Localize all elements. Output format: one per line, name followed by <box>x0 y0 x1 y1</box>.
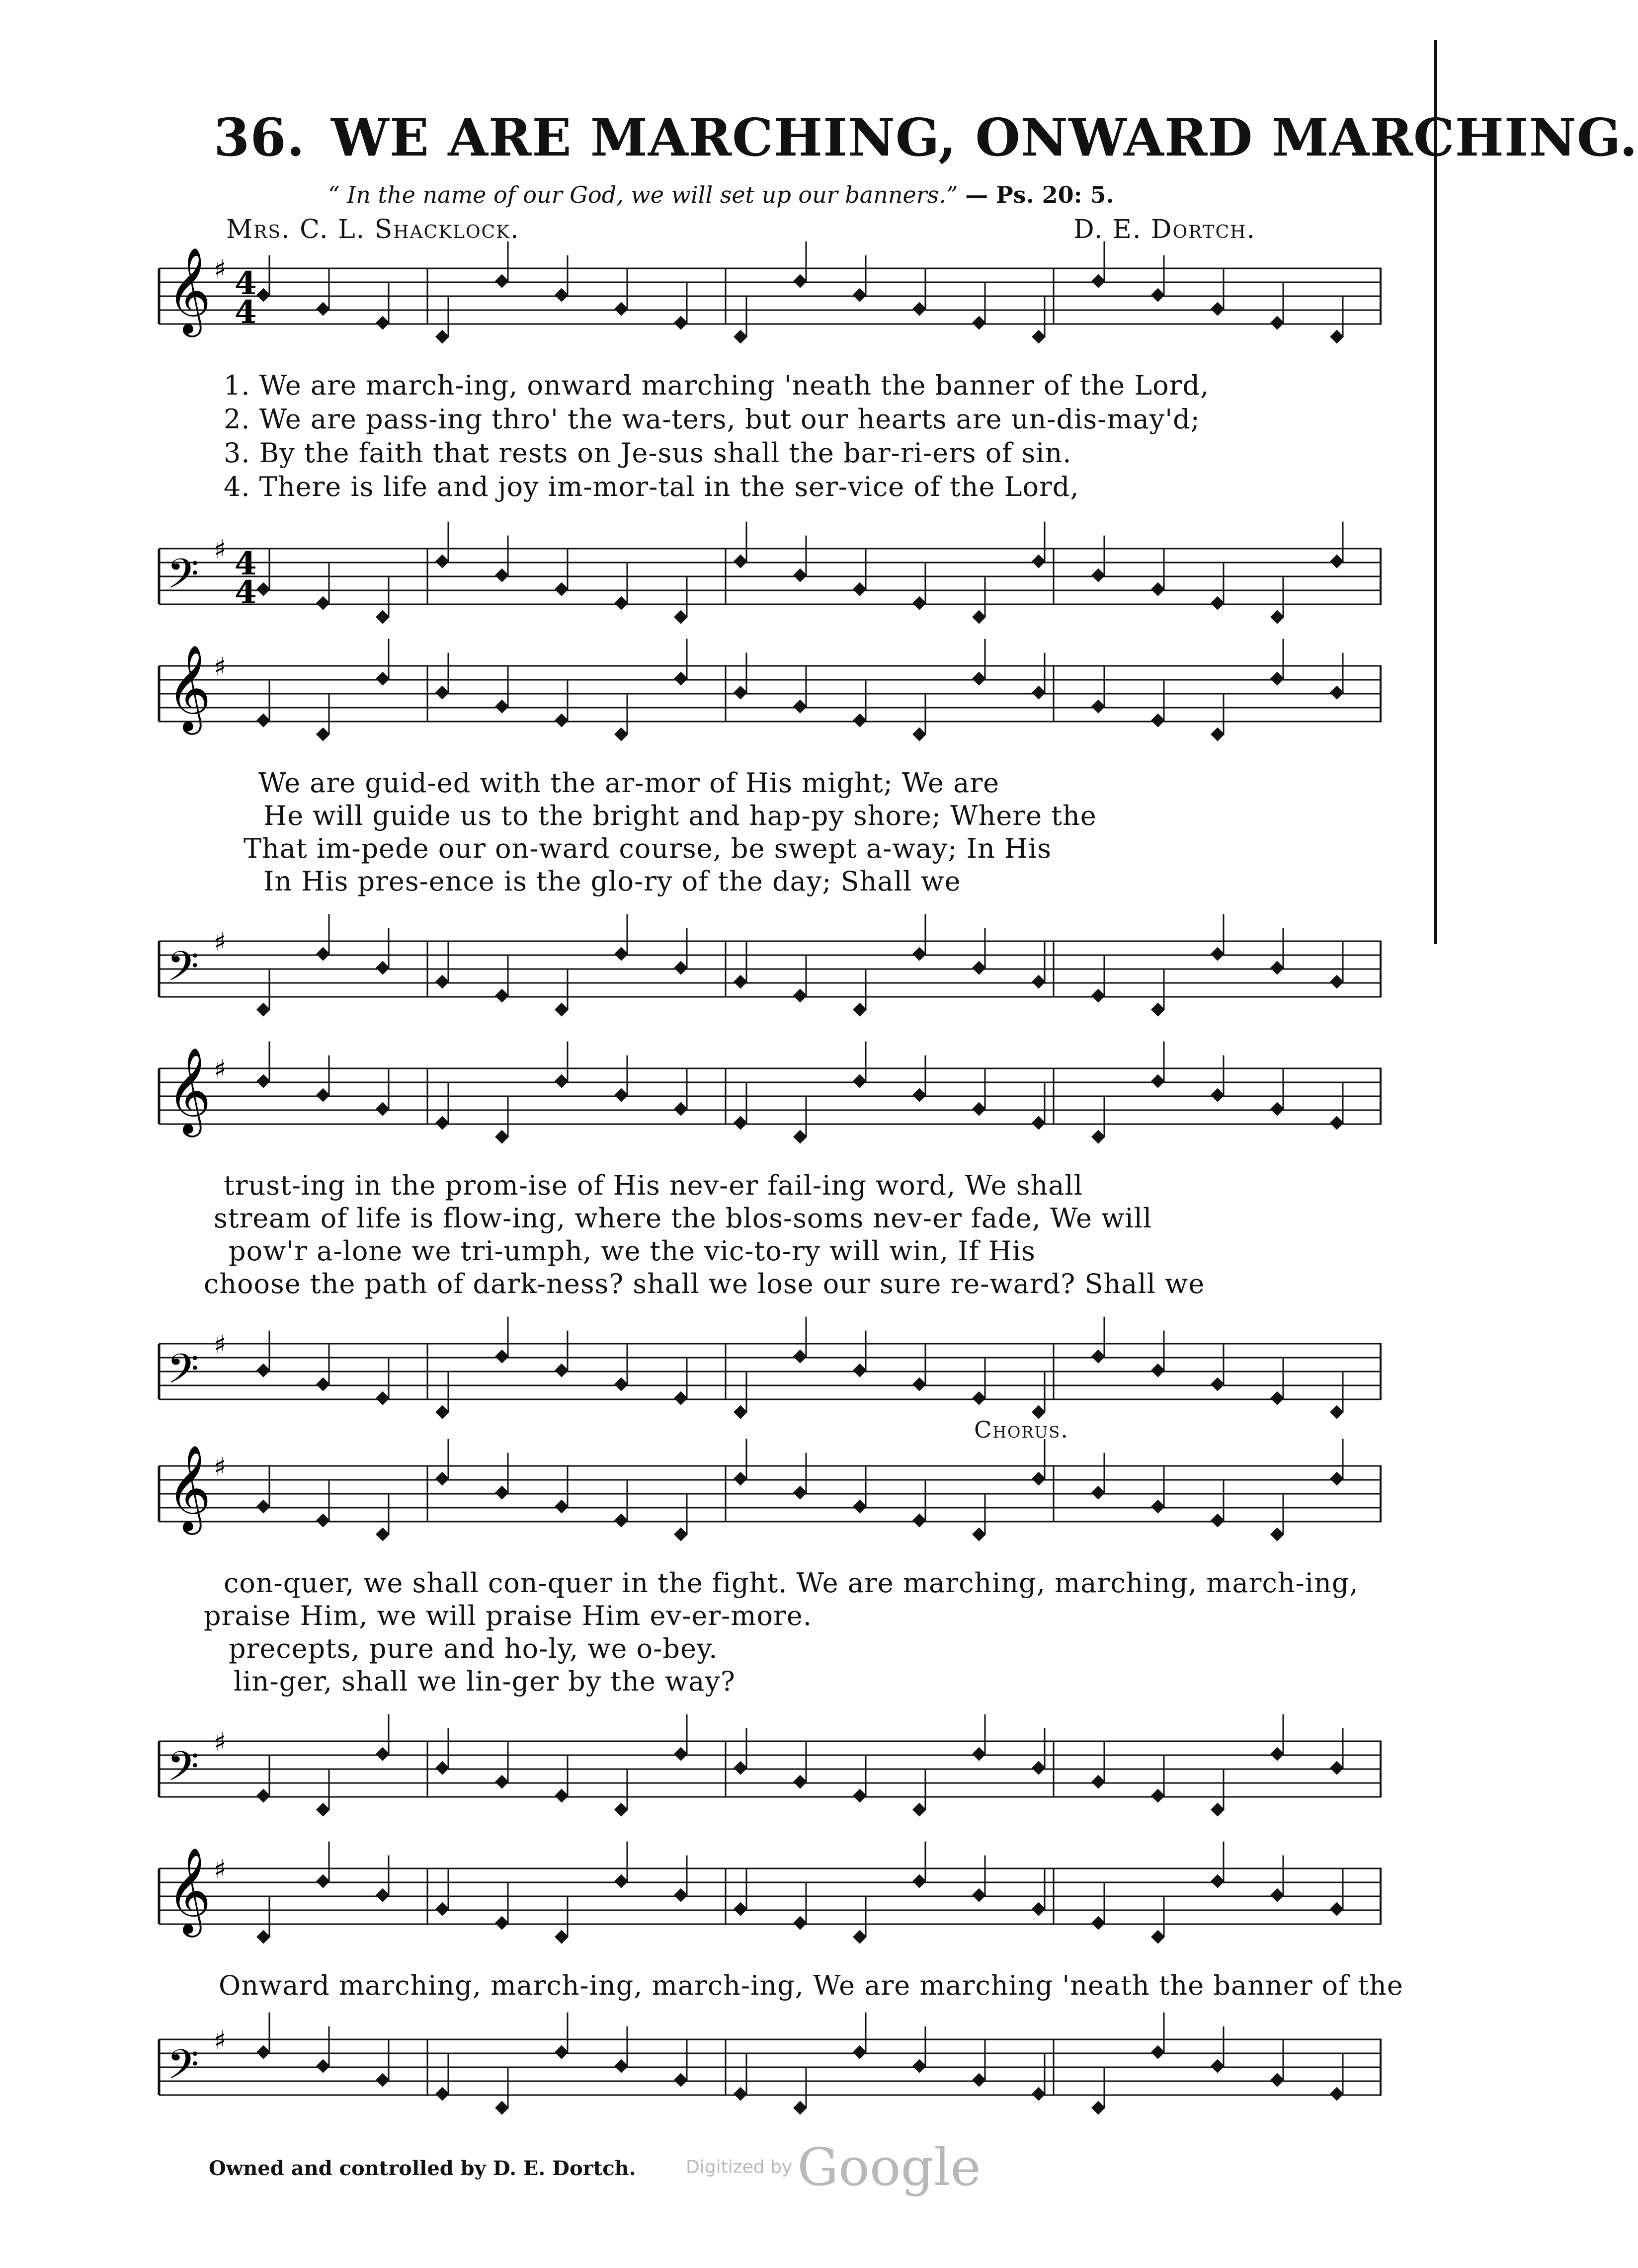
note-head <box>734 1902 747 1916</box>
note-head <box>1151 1003 1165 1017</box>
epigraph <box>328 181 1114 208</box>
note-head <box>734 975 747 989</box>
music-system-1 <box>149 248 1382 650</box>
note-head <box>793 1486 807 1500</box>
lyric-line-verse-4: In His pres-ence is the glo-ry of the day; Shall we <box>263 866 961 897</box>
note-head <box>1032 1761 1046 1775</box>
note-head <box>1091 700 1105 714</box>
note-head <box>1211 1088 1225 1102</box>
note-head <box>793 1775 807 1789</box>
time-signature-bottom: 4 <box>235 294 257 331</box>
note-head <box>495 989 509 1003</box>
note-head <box>1211 1514 1225 1528</box>
bass-staff-lines <box>149 2020 1382 2129</box>
note-head <box>555 288 569 302</box>
note-head <box>912 302 926 316</box>
note-head <box>256 1930 270 1944</box>
note-head <box>972 316 986 330</box>
note-head <box>1270 1102 1284 1116</box>
note-head <box>1032 555 1046 568</box>
note-head <box>912 1088 926 1102</box>
note-head <box>316 2059 330 2073</box>
note-head <box>853 1500 867 1514</box>
note-head <box>1211 1874 1225 1888</box>
note-head <box>495 1775 509 1789</box>
note-head <box>1091 989 1105 1003</box>
lyric-line-chorus: Onward marching, march-ing, march-ing, We are marching 'neath the banner of the <box>219 1970 1403 2001</box>
bass-staff-lines <box>149 921 1382 1041</box>
note-head <box>674 961 688 975</box>
note-head <box>495 1350 509 1364</box>
treble-staff-lines <box>149 646 1382 765</box>
lyrics-block <box>149 370 1382 529</box>
note-head <box>972 961 986 975</box>
note-head <box>972 610 986 624</box>
note-head <box>1211 947 1225 961</box>
key-signature-sharp: ♯ <box>214 254 227 285</box>
treble-staff <box>149 1849 1382 1970</box>
treble-staff-lines <box>149 1849 1382 1968</box>
note-head <box>1330 686 1344 700</box>
note-head <box>912 1874 926 1888</box>
note-head <box>555 1003 569 1017</box>
lyric-line-verse-2: He will guide us to the bright and hap-py shore; Where the <box>263 800 1097 831</box>
copyright-notice: Owned and controlled by D. E. Dortch. <box>209 2157 636 2180</box>
note-head <box>734 1472 747 1486</box>
lyric-line-verse-3: 3. By the faith that rests on Je-sus shall the bar-ri-ers of sin. <box>224 437 1072 469</box>
note-head <box>1032 686 1046 700</box>
time-signature-top: 4 <box>235 545 257 582</box>
note-head <box>972 2073 986 2087</box>
note-head <box>1270 1888 1284 1902</box>
note-head <box>1270 2073 1284 2087</box>
time-signature-top: 4 <box>235 265 257 302</box>
note-head <box>734 1761 747 1775</box>
note-head <box>495 700 509 714</box>
note-head <box>555 1789 569 1803</box>
note-head <box>435 1761 449 1775</box>
note-head <box>376 316 390 330</box>
chorus-label: Chorus. <box>974 1416 1069 1443</box>
note-head <box>1270 610 1284 624</box>
note-head <box>256 1074 270 1088</box>
note-head <box>734 2087 747 2101</box>
note-head <box>316 1874 330 1888</box>
note-head <box>495 274 509 288</box>
note-head <box>734 1405 747 1419</box>
note-head <box>674 1888 688 1902</box>
key-signature-sharp: ♯ <box>214 535 227 565</box>
note-head <box>853 288 867 302</box>
treble-clef: 𝄞 <box>167 1445 211 1532</box>
note-head <box>495 1130 509 1144</box>
note-head <box>614 1088 628 1102</box>
note-head <box>435 2087 449 2101</box>
treble-staff-lines <box>149 1446 1382 1565</box>
note-head <box>256 1364 270 1377</box>
lyric-line-verse-2: praise Him, we will praise Him ev-er-more. <box>204 1600 812 1631</box>
note-head <box>912 728 926 741</box>
note-head <box>972 1888 986 1902</box>
note-head <box>1151 582 1165 596</box>
note-head <box>555 2045 569 2059</box>
note-head <box>614 596 628 610</box>
treble-clef: 𝄞 <box>167 1847 211 1934</box>
note-head <box>734 330 747 344</box>
note-head <box>674 1391 688 1405</box>
epigraph-reference: — Ps. 20: 5. <box>965 181 1114 208</box>
note-head <box>256 288 270 302</box>
music-system-2 <box>149 646 1382 1043</box>
note-head <box>674 1528 688 1541</box>
note-head <box>435 1116 449 1130</box>
note-head <box>435 330 449 344</box>
note-head <box>972 672 986 686</box>
composer-credit: D. E. Dortch. <box>1073 215 1256 244</box>
note-head <box>1151 2045 1165 2059</box>
note-head <box>555 1074 569 1088</box>
note-head <box>912 596 926 610</box>
music-system-5 <box>149 1847 1403 2131</box>
note-head <box>734 555 747 568</box>
note-head <box>1091 1916 1105 1930</box>
note-head <box>376 1888 390 1902</box>
note-head <box>435 975 449 989</box>
note-head <box>614 728 628 741</box>
bass-clef: 𝄢 <box>167 942 199 1001</box>
note-head <box>1211 1803 1225 1817</box>
note-head <box>256 1500 270 1514</box>
note-head <box>495 2101 509 2115</box>
note-head <box>316 302 330 316</box>
note-head <box>1330 1116 1344 1130</box>
note-head <box>674 316 688 330</box>
page-edge-bar <box>1434 40 1437 944</box>
note-head <box>316 596 330 610</box>
note-head <box>256 1789 270 1803</box>
treble-staff <box>149 646 1382 767</box>
note-head <box>316 1514 330 1528</box>
epigraph-quote: “ In the name of our God, we will set up our banners.” <box>328 181 958 208</box>
note-head <box>376 1102 390 1116</box>
note-head <box>1151 1500 1165 1514</box>
bass-clef: 𝄢 <box>167 550 199 608</box>
digitization-watermark <box>686 2137 981 2197</box>
note-head <box>793 568 807 582</box>
note-head <box>793 274 807 288</box>
note-head <box>1091 274 1105 288</box>
lyrics-block <box>149 1170 1382 1324</box>
note-head <box>793 1130 807 1144</box>
note-head <box>793 1350 807 1364</box>
note-head <box>853 1789 867 1803</box>
note-head <box>793 2101 807 2115</box>
note-head <box>1091 568 1105 582</box>
note-head <box>614 1377 628 1391</box>
lyric-line-verse-4: lin-ger, shall we lin-ger by the way? <box>234 1666 736 1697</box>
lyric-line-verse-2: stream of life is flow-ing, where the blos-soms nev-er fade, We will <box>214 1203 1152 1234</box>
lyric-line-verse-1: con-quer, we shall con-quer in the fight. We are marching, marching, march-ing, <box>224 1567 1359 1599</box>
hymn-title: WE ARE MARCHING, ONWARD MARCHING. <box>330 107 1638 168</box>
note-head <box>853 2045 867 2059</box>
treble-clef: 𝄞 <box>167 645 211 731</box>
note-head <box>793 700 807 714</box>
bass-clef: 𝄢 <box>167 1742 199 1801</box>
note-head <box>495 1916 509 1930</box>
note-head <box>853 582 867 596</box>
title-row <box>214 107 1638 168</box>
note-head <box>1151 1074 1165 1088</box>
note-head <box>376 1391 390 1405</box>
note-head <box>256 1003 270 1017</box>
key-signature-sharp: ♯ <box>214 927 227 958</box>
lyric-line-verse-3: pow'r a-lone we tri-umph, we the vic-to-ry will win, If His <box>229 1235 1036 1267</box>
note-head <box>376 1747 390 1761</box>
lyric-line-verse-4: 4. There is life and joy im-mor-tal in the ser-vice of the Lord, <box>224 471 1079 502</box>
note-head <box>376 1528 390 1541</box>
lyric-line-verse-4: choose the path of dark-ness? shall we lose our sure re-ward? Shall we <box>204 1268 1205 1299</box>
note-head <box>495 1486 509 1500</box>
note-head <box>1270 316 1284 330</box>
note-head <box>793 1916 807 1930</box>
note-head <box>435 1902 449 1916</box>
note-head <box>1032 1902 1046 1916</box>
note-head <box>1330 1472 1344 1486</box>
note-head <box>555 714 569 728</box>
treble-clef: 𝄞 <box>167 247 211 334</box>
bass-clef: 𝄢 <box>167 2040 199 2099</box>
note-head <box>1151 714 1165 728</box>
note-head <box>1330 975 1344 989</box>
note-head <box>555 1500 569 1514</box>
note-head <box>1091 2101 1105 2115</box>
treble-staff <box>149 248 1382 370</box>
treble-staff <box>149 1049 1382 1170</box>
note-head <box>1091 1130 1105 1144</box>
note-head <box>1091 1486 1105 1500</box>
note-head <box>256 714 270 728</box>
treble-staff-lines <box>149 1049 1382 1168</box>
key-signature-sharp: ♯ <box>214 1054 227 1085</box>
note-head <box>1330 1761 1344 1775</box>
note-head <box>1032 2087 1046 2101</box>
digitized-by-text: Digitized by <box>686 2157 793 2178</box>
note-head <box>793 989 807 1003</box>
note-head <box>853 1930 867 1944</box>
note-head <box>1211 2059 1225 2073</box>
treble-staff <box>149 1446 1382 1567</box>
note-head <box>1270 1528 1284 1541</box>
key-signature-sharp: ♯ <box>214 1727 227 1758</box>
note-head <box>555 582 569 596</box>
note-head <box>1270 672 1284 686</box>
note-head <box>912 1514 926 1528</box>
key-signature-sharp: ♯ <box>214 1452 227 1482</box>
note-head <box>256 2045 270 2059</box>
treble-clef: 𝄞 <box>167 1047 211 1134</box>
note-head <box>435 686 449 700</box>
note-head <box>316 947 330 961</box>
bass-staff <box>149 1721 1382 1843</box>
note-head <box>376 610 390 624</box>
note-head <box>674 1747 688 1761</box>
note-head <box>734 1116 747 1130</box>
key-signature-sharp: ♯ <box>214 2025 227 2056</box>
note-head <box>1151 1930 1165 1944</box>
time-signature-bottom: 4 <box>235 574 257 611</box>
note-head <box>1270 1747 1284 1761</box>
note-head <box>614 2059 628 2073</box>
note-head <box>1151 1789 1165 1803</box>
note-head <box>674 1102 688 1116</box>
note-head <box>316 1377 330 1391</box>
note-head <box>853 1364 867 1377</box>
lyric-line-verse-1: trust-ing in the prom-ise of His nev-er fail-ing word, We shall <box>224 1170 1083 1201</box>
note-head <box>1211 596 1225 610</box>
note-head <box>1270 961 1284 975</box>
note-head <box>555 1364 569 1377</box>
key-signature-sharp: ♯ <box>214 652 227 682</box>
note-head <box>674 610 688 624</box>
note-head <box>614 1803 628 1817</box>
note-head <box>1091 1350 1105 1364</box>
note-head <box>376 961 390 975</box>
bass-staff <box>149 921 1382 1043</box>
lyrics-block <box>149 1970 1403 2020</box>
note-head <box>734 686 747 700</box>
lyric-line-verse-3: That im-pede our on-ward course, be swept a-way; In His <box>244 833 1052 864</box>
key-signature-sharp: ♯ <box>214 1330 227 1360</box>
note-head <box>316 1803 330 1817</box>
lyric-line-verse-1: 1. We are march-ing, onward marching 'neath the banner of the Lord, <box>224 370 1210 401</box>
bass-staff <box>149 1324 1382 1445</box>
note-head <box>1330 1902 1344 1916</box>
note-head <box>972 1102 986 1116</box>
note-head <box>1151 1364 1165 1377</box>
lyricist-credit: Mrs. C. L. Shacklock. <box>226 215 520 244</box>
note-head <box>912 2059 926 2073</box>
note-head <box>376 672 390 686</box>
treble-staff-lines <box>149 248 1382 368</box>
note-head <box>1151 288 1165 302</box>
bass-staff-lines <box>149 1324 1382 1443</box>
note-head <box>614 302 628 316</box>
bass-clef: 𝄢 <box>167 1345 199 1403</box>
note-head <box>435 1472 449 1486</box>
note-head <box>256 582 270 596</box>
note-head <box>1330 330 1344 344</box>
note-head <box>912 947 926 961</box>
note-head <box>1211 302 1225 316</box>
note-head <box>435 555 449 568</box>
note-head <box>972 1391 986 1405</box>
note-head <box>614 1514 628 1528</box>
note-head <box>1091 1775 1105 1789</box>
note-head <box>316 1088 330 1102</box>
note-head <box>853 1003 867 1017</box>
hymn-number: 36. <box>214 107 305 168</box>
note-head <box>1032 330 1046 344</box>
google-logo: Google <box>797 2137 981 2197</box>
key-signature-sharp: ♯ <box>214 1855 227 1885</box>
note-head <box>1211 1377 1225 1391</box>
note-head <box>376 2073 390 2087</box>
note-head <box>1330 555 1344 568</box>
note-head <box>1032 975 1046 989</box>
bass-staff <box>149 529 1382 650</box>
note-head <box>495 568 509 582</box>
music-system-4 <box>149 1416 1382 1843</box>
note-head <box>316 728 330 741</box>
note-head <box>674 2073 688 2087</box>
note-head <box>912 1377 926 1391</box>
note-head <box>853 714 867 728</box>
bass-staff <box>149 2020 1382 2131</box>
note-head <box>1270 1391 1284 1405</box>
lyric-line-verse-3: precepts, pure and ho-ly, we o-bey. <box>229 1633 718 1664</box>
note-head <box>1211 728 1225 741</box>
note-head <box>912 1803 926 1817</box>
note-head <box>614 1874 628 1888</box>
note-head <box>435 1405 449 1419</box>
lyric-line-verse-1: We are guid-ed with the ar-mor of His might; We are <box>258 767 1000 799</box>
bass-staff-lines <box>149 1721 1382 1841</box>
note-head <box>853 1074 867 1088</box>
note-head <box>674 672 688 686</box>
note-head <box>614 947 628 961</box>
note-head <box>1032 1472 1046 1486</box>
note-head <box>1330 2087 1344 2101</box>
note-head <box>972 1747 986 1761</box>
lyrics-block <box>149 1567 1382 1721</box>
lyrics-block <box>149 767 1382 921</box>
note-head <box>1032 1116 1046 1130</box>
note-head <box>1330 1405 1344 1419</box>
music-system-3 <box>149 1049 1382 1445</box>
note-head <box>555 1930 569 1944</box>
bass-staff-lines <box>149 529 1382 648</box>
lyric-line-verse-2: 2. We are pass-ing thro' the wa-ters, but our hearts are un-dis-may'd; <box>224 404 1200 435</box>
note-head <box>972 1528 986 1541</box>
